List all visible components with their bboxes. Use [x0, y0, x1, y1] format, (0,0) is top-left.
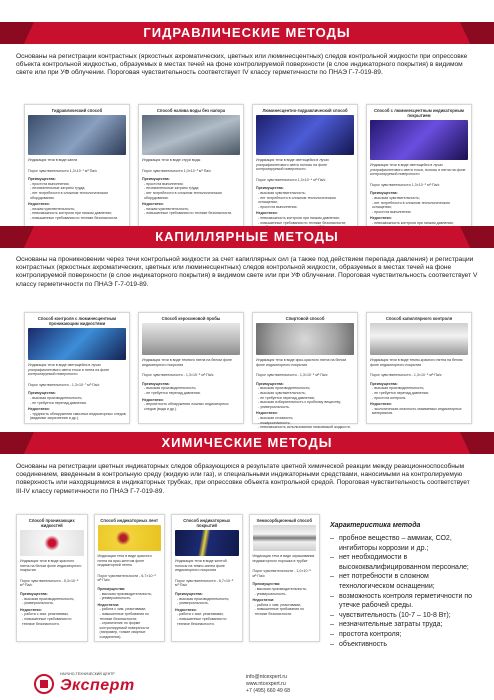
chemical-card-3: [171, 514, 243, 642]
adv-line: - высокая производительность;: [254, 586, 307, 591]
characteristic-item: – незначительные затраты труда;: [330, 620, 480, 630]
card-photo: [370, 120, 468, 160]
capillary-card-2: [138, 312, 244, 424]
hydraulic-card-4: [366, 104, 472, 234]
dis-line: - невозможность контроля при низком давлении;: [30, 211, 112, 216]
adv-line: - высокая производительность;: [258, 386, 311, 391]
characteristic-item: – простота контроля;: [330, 630, 480, 640]
adv-line: - универсальность.: [177, 601, 209, 606]
card-photo: [28, 328, 126, 360]
card-photo: [20, 530, 84, 556]
hydraulic-cards: [24, 104, 472, 234]
adv-line: - простота контроля.: [372, 395, 407, 400]
card-caption: Индикация течи в виде капли: [28, 158, 78, 162]
dis-line: - повышенные требования по технике безопасности.: [254, 607, 304, 616]
dis-line: - невозможность контроля при низком давлении;: [372, 220, 454, 225]
characteristics-title: Характеристика метода: [330, 522, 421, 529]
card-title: Способ керосиновой пробы: [161, 316, 221, 321]
adv-line: - нет потребности в сложном технологическом оснащении;: [372, 200, 450, 210]
dis-line: - повышенные требования по технике безопасности.: [30, 215, 119, 220]
dis-line: - трудность обнаружения сквозных индикаторных следов (видимые загрязнения и др.).: [30, 411, 126, 421]
dis-label: Недостатки:: [20, 607, 42, 612]
dis-line: - повышенные требования по технике безопасности;: [258, 220, 347, 225]
contact-site[interactable]: www.ntcexpert.ru: [246, 681, 286, 687]
chemical-cards: [16, 514, 320, 642]
card-caption: Индикация течи в виде струи воды: [142, 158, 201, 162]
adv-line: - высокая производительность;: [22, 596, 75, 601]
adv-line: - нет потребности в сложном технологическом оборудовании.: [30, 190, 108, 200]
dis-label: Недостатки:: [97, 602, 120, 607]
adv-line: - простота выполнения.: [258, 204, 298, 209]
card-threshold: Порог чувствительности - 6,7×10⁻⁸ м³·Па/с: [175, 578, 234, 588]
dis-label: Недостатки:: [142, 202, 164, 207]
card-threshold: Порог чувствительности - 1,3×10⁻⁵ м³·Па/с: [142, 373, 214, 378]
hydraulic-card-1: [24, 104, 130, 234]
capillary-cards: [24, 312, 472, 430]
adv-line: - универсальность.: [258, 404, 290, 409]
dis-line: - экологическая опасность смываемых индикаторных материалов.: [372, 406, 462, 416]
dis-line: - пожароопасность;: [258, 420, 291, 425]
adv-line: - нет потребности в сложном технологическом оснащении;: [258, 195, 336, 205]
adv-label: Преимущества:: [97, 586, 126, 591]
company-subtitle: НАУЧНО-ТЕХНИЧЕСКИЙ ЦЕНТР: [60, 672, 115, 676]
card-caption: Индикация течи в виде красного пятна на белом фоне индикаторного покрытия: [20, 559, 82, 573]
adv-line: - простота выполнения;: [30, 181, 70, 186]
adv-label: Преимущества:: [20, 591, 48, 596]
dis-label: Недостатки:: [28, 407, 50, 412]
adv-line: - универсальность.: [22, 601, 54, 606]
characteristic-item: – нет необходимости в высококвалифицированном персонале;: [330, 553, 480, 572]
card-photo: [98, 525, 162, 551]
dis-label: Недостатки:: [256, 411, 278, 416]
card-threshold: Порог чувствительности 1,3×10⁻⁶ м³·Па/с: [370, 182, 440, 187]
card-caption: Индикация течи в виде светящейся в лучах ультрафиолетового света точки, полосы и пятна на фоне контролируемой поверхности: [370, 163, 466, 177]
dis-line: - работа с хим. реактивами;: [177, 612, 224, 617]
card-caption: Индикация течи в виде светящейся в лучах ультрафиолетового света точки и пятна на фоне контролируемой поверхности: [28, 363, 110, 377]
chemical-intro: Основаны на регистрации цветных индикаторных следов образующихся в результате цветной химической реакции между реакционноспособным соединением, введенным в контрольную среду (жидкую или газ), и специальными индикаторными средствами, наносимыми на контролируемую поверхность или находящимися в индикаторных трубках, при опрессовке объекта контрольной средой. Пороговая чувствительность соответствует III-IV классу герметичности по ПНАЭ Г-7-019-89.: [16, 463, 470, 495]
card-photo: [28, 115, 126, 155]
adv-line: - незначительные затраты труда;: [144, 186, 200, 191]
card-caption: Индикация течи в виде желтой полосы на темно-синем фоне индикаторного покрытия: [175, 559, 227, 573]
adv-label: Преимущества:: [370, 381, 398, 386]
dis-line: - повышенные требования по технике безопасности.: [177, 616, 227, 626]
contacts: [246, 674, 290, 695]
chemical-card-4: [249, 514, 321, 642]
adv-label: Преимущества:: [142, 381, 170, 386]
hydraulic-banner: [0, 22, 494, 44]
hydraulic-card-2: [138, 104, 244, 234]
capillary-card-3: [252, 312, 358, 430]
card-title: Способ с люминесцентным индикаторным покрытием: [373, 108, 465, 118]
dis-label: Недостатки:: [142, 397, 164, 402]
characteristic-item: – пробное вещество – аммиак, СО2, ингибиторы коррозии и др.;: [330, 534, 480, 553]
dis-line: - невозможность контроля при низком давлении;: [258, 215, 340, 220]
method-characteristics: [330, 522, 480, 649]
card-threshold: Порог чувствительности - 1,3×10⁻⁶ м³·Па/с: [370, 373, 442, 378]
capillary-intro: Основаны на проникновении через течи контрольной жидкости за счет капиллярных сил (а также под действием перепада давления) и регистрации контрастных (яркостных ахроматических, цветных или люминесцентных) следов контрольной жидкости, образуемых в местах течей на фоне контролируемой поверхности (в слое индикаторного покрытия) в видимом свете или при УФ облучении. Пороговая чувствительность соответствует V классу герметичности по ПНАЭ Г-7-019-89.: [16, 256, 478, 288]
adv-label: Преимущества:: [256, 186, 284, 191]
capillary-card-1: [24, 312, 130, 424]
card-title: Люминесцентно-гидравлический способ: [262, 108, 348, 113]
adv-label: Преимущества:: [175, 591, 203, 596]
card-title: Способ проникающих жидкостей: [28, 518, 75, 528]
dis-label: Недостатки:: [175, 607, 197, 612]
adv-label: Преимущества:: [252, 582, 281, 587]
characteristics-list: [330, 534, 480, 649]
adv-line: - высокая чувствительность;: [258, 390, 306, 395]
adv-line: - нет потребности в сложном технологическом оборудовании.: [144, 190, 222, 200]
card-caption: Индикация течи в виде темного пятна на белом фоне индикаторного покрытия: [142, 358, 232, 367]
dis-label: Недостатки:: [370, 402, 392, 407]
dis-label: Недостатки:: [252, 598, 275, 603]
card-title: Способ капиллярного контроля: [385, 316, 453, 321]
adv-line: - высокая избирательность к пробному веществу;: [258, 400, 342, 405]
dis-line: - высокая стоимость;: [258, 415, 294, 420]
dis-line: - повышенные требования по технике безопасности;: [99, 611, 149, 621]
adv-label: Преимущества:: [142, 177, 170, 182]
card-title: Способ индикаторных покрытий: [183, 518, 231, 528]
contact-phone: +7 (495) 660 49 68: [246, 688, 290, 694]
card-threshold: Порог чувствительности 1,3×10⁻⁴ м³·Па/с: [256, 177, 326, 182]
adv-line: - универсальность.: [99, 596, 132, 601]
card-caption: Индикация течи в виде ярко-красного пятна на белом фоне индикаторного покрытия: [256, 358, 346, 367]
dis-line: - низкая чувствительность;: [30, 206, 76, 211]
dis-line: - работа с хим. реактивами;: [99, 607, 146, 612]
capillary-title: КАПИЛЛЯРНЫЕ МЕТОДЫ: [155, 229, 339, 244]
card-caption: Индикация течи в виде окрашивания индикаторного порошка в трубке: [252, 554, 315, 563]
adv-line: - не требуется перепад давления.: [30, 400, 87, 405]
hydraulic-card-3: [252, 104, 358, 234]
characteristic-item: – чувствительность (10-7 – 10-8 Вт);: [330, 611, 480, 621]
card-threshold: Порог чувствительности - 1,3×10⁻⁶ м³·Па/с: [256, 373, 328, 378]
adv-line: - высокая чувствительность;: [372, 195, 420, 200]
card-threshold: Порог чувствительности - 1,0×10⁻⁸ м³·Па/с: [252, 569, 311, 578]
adv-line: - универсальность.: [254, 591, 287, 596]
dis-line: - низкая чувствительность;: [144, 206, 190, 211]
dis-line: - повышенные требования по технике безопасности.: [22, 616, 72, 626]
hydraulic-intro: Основаны на регистрации контрастных (яркостных ахроматических, цветных или люминесцентных) следов контрольной жидкости при опрессовке объекта контрольной жидкостью, образуемых в местах течей на фоне контролируемой поверхности (в слое индикаторного покрытия) в видимом свете или при УФ облучении. Пороговая чувствительность соответствует IV классу герметичности по ПНАЭ Г-7-019-89.: [16, 53, 468, 77]
adv-label: Преимущества:: [256, 381, 284, 386]
adv-line: - простота выполнения;: [144, 181, 184, 186]
card-title: Гидравлический способ: [51, 108, 103, 113]
card-threshold: Порог чувствительности - 5,3×10⁻⁸ м³·Па/с: [20, 578, 79, 588]
adv-line: - высокая производительность;: [372, 386, 425, 391]
dis-line: - невозможность использования низковязкой жидкости.: [258, 425, 351, 430]
chemical-title: ХИМИЧЕСКИЕ МЕТОДЫ: [161, 435, 333, 450]
card-title: Спиртовой способ: [285, 316, 325, 321]
card-threshold: Порог чувствительности - 1,3×10⁻⁷ м³·Па/с: [28, 382, 100, 387]
chemical-card-2: [94, 514, 166, 642]
company-logo-icon: [34, 674, 54, 694]
characteristic-item: – возможность контроля герметичности по утечке рабочей среды.: [330, 592, 480, 611]
card-photo: [370, 323, 468, 355]
adv-line: - не требуется перепад давления.: [144, 390, 201, 395]
dis-line: - повышенные требования по технике безопасности.: [144, 211, 233, 216]
adv-label: Преимущества:: [28, 177, 56, 182]
hydraulic-title: ГИДРАВЛИЧЕСКИЕ МЕТОДЫ: [143, 25, 351, 40]
adv-line: - высокая производительность;: [144, 386, 197, 391]
adv-line: - простота выполнения.: [372, 209, 412, 214]
chemical-card-1: [16, 514, 88, 642]
adv-label: Преимущества:: [370, 191, 398, 196]
characteristic-item: – нет потребности в сложном технологическом оснащении;: [330, 572, 480, 591]
dis-line: - вероятность обнаружения ложных индикаторных следов (вода и др.).: [144, 402, 229, 411]
card-threshold: Порог чувствительности 1,3×10⁻¹ м³·Па/с: [28, 168, 98, 173]
adv-line: - высокая производительность;: [30, 395, 83, 400]
dis-label: Недостатки:: [256, 211, 278, 216]
adv-label: Преимущества:: [28, 391, 56, 396]
card-photo: [256, 323, 354, 355]
card-title: Способ контроля с люминесцентным проникающим жидкостями: [37, 316, 117, 326]
dis-label: Недостатки:: [28, 202, 50, 207]
company-name: Эксперт: [60, 677, 135, 694]
card-photo: [256, 115, 354, 155]
footer: [0, 660, 494, 700]
card-title: Хемосорбционный способ: [256, 518, 313, 523]
card-threshold: Порог чувствительности - 6,7×10⁻⁸ м³·Па/с: [97, 573, 156, 583]
adv-line: - высокая чувствительность;: [258, 190, 306, 195]
capillary-card-4: [366, 312, 472, 424]
card-photo: [175, 530, 239, 556]
contact-email[interactable]: info@ntcexpert.ru: [246, 674, 288, 680]
card-caption: Индикация течи в виде темно-красного пятна на белом фоне индикаторного покрытия: [370, 358, 463, 367]
dis-line: - работа с хим. реактивами;: [254, 602, 301, 607]
adv-line: - высокая производительность;: [99, 591, 152, 596]
card-caption: Индикация течи в виде красного пятна на ярко-желтом фоне индикаторной ленты: [97, 554, 152, 568]
card-title: Способ индикаторных лент: [100, 518, 159, 523]
characteristic-item: – объективность: [330, 640, 480, 650]
dis-line: - ограничение по форме контролируемой поверхности (например, тонкие сварные соединения).: [99, 621, 149, 639]
card-caption: Индикация течи в виде светящейся в лучах ультрафиолетового света полосы на фоне контролируемой поверхности: [256, 158, 329, 172]
card-photo: [142, 115, 240, 155]
adv-line: - не требуется перепад давления;: [258, 395, 315, 400]
card-title: Способ налива воды без напора: [156, 108, 226, 113]
chemical-banner: [0, 432, 494, 454]
capillary-banner: [0, 226, 494, 248]
card-threshold: Порог чувствительности 1,0×10⁻³ м³·Па/с: [142, 168, 212, 173]
adv-line: - незначительные затраты труда;: [30, 186, 86, 191]
adv-line: - не требуется перепад давления;: [372, 390, 429, 395]
card-photo: [253, 525, 317, 551]
dis-line: - работа с хим. реактивами;: [22, 612, 69, 617]
adv-line: - высокая производительность;: [177, 596, 230, 601]
dis-label: Недостатки:: [370, 216, 392, 221]
card-photo: [142, 323, 240, 355]
